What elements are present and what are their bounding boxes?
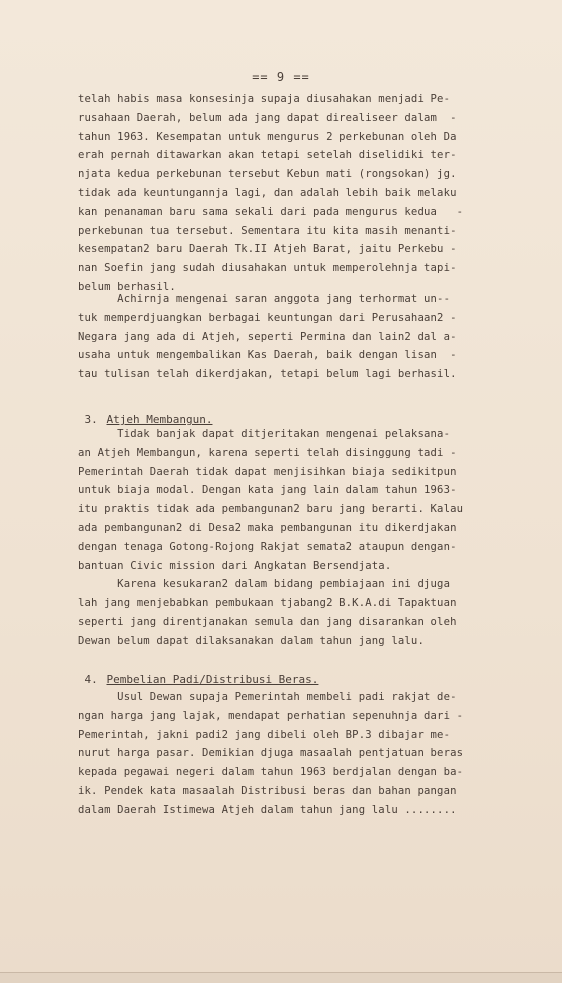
text-line: telah habis masa konsesinja supaja diusahakan menjadi Pe- (78, 93, 451, 105)
text-line: tau tulisan telah dikerdjakan, tetapi belum lagi berhasil. (78, 368, 457, 381)
section-title: Pembelian Padi/Distribusi Beras. (106, 673, 319, 686)
text-line: Usul Dewan supaja Pemerintah membeli padi rakjat de- (78, 691, 457, 703)
text-line: Negara jang ada di Atjeh, seperti Permina dan lain2 dal a- (78, 330, 457, 343)
text-line: belum berhasil. (78, 280, 176, 293)
text-line: dalam Daerah Istimewa Atjeh dalam tahun jang lalu ........ (78, 803, 457, 816)
text-line: njata kedua perkebunan tersebut Kebun mati (rongsokan) jg. (78, 168, 457, 181)
text-line: nan Soefin jang sudah diusahakan untuk memperolehnja tapi- (78, 262, 457, 275)
text-line: ik. Pendek kata masaalah Distribusi beras dan bahan pangan (78, 784, 457, 797)
text-line: ada pembangunan2 di Desa2 maka pembangunan itu dikerdjakan (78, 521, 457, 534)
text-line: erah pernah ditawarkan akan tetapi setelah diselidiki ter- (78, 149, 457, 162)
text-line: seperti jang direntjanakan semula dan jang disarankan oleh (78, 615, 457, 628)
text-line: an Atjeh Membangun, karena seperti telah disinggung tadi - (78, 446, 457, 459)
section-3-body (78, 425, 538, 651)
text-line: Karena kesukaran2 dalam bidang pembiajaan ini djuga (78, 578, 451, 591)
text-line: rusahaan Daerah, belum ada jang dapat direaliseer dalam - (78, 111, 457, 124)
section-4-body (78, 688, 538, 820)
text-line: tahun 1963. Kesempatan untuk mengurus 2 perkebunan oleh Da (78, 130, 457, 143)
text-line: dengan tenaga Gotong-Rojong Rakjat semata2 ataupun dengan- (78, 540, 457, 553)
text-line: Pemerintah Daerah tidak dapat menjisihkan biaja sedikitpun (78, 465, 457, 478)
paragraph-1 (78, 90, 538, 297)
section-number: 4. (84, 673, 98, 686)
text-line: ngan harga jang lajak, mendapat perhatian sepenuhnja dari - (78, 709, 464, 722)
text-line: Tidak banjak dapat ditjeritakan mengenai pelaksana- (78, 428, 451, 440)
page-number: == 9 == (252, 70, 310, 84)
paragraph-2 (78, 290, 538, 384)
section-title: Atjeh Membangun. (106, 413, 213, 426)
text-line: itu praktis tidak ada pembangunan2 baru jang berarti. Kalau (78, 503, 464, 516)
page-bottom-edge (0, 972, 562, 983)
text-line: nurut harga pasar. Demikian djuga masaalah pentjatuan beras (78, 747, 464, 760)
text-line: perkebunan tua tersebut. Sementara itu kita masih menanti- (78, 224, 457, 237)
text-line: tidak ada keuntungannja lagi, dan adalah lebih baik melaku (78, 186, 457, 199)
section-number: 3. (84, 413, 98, 426)
text-line: kepada pegawai negeri dalam tahun 1963 berdjalan dengan ba- (78, 766, 464, 779)
text-line: lah jang menjebabkan pembukaan tjabang2 B.K.A.di Tapaktuan (78, 597, 457, 610)
text-line: Dewan belum dapat dilaksanakan dalam tahun jang lalu. (78, 634, 424, 647)
text-line: kesempatan2 baru Daerah Tk.II Atjeh Barat, jaitu Perkebu - (78, 243, 457, 256)
text-line: Pemerintah, jakni padi2 jang dibeli oleh BP.3 dibajar me- (78, 728, 451, 741)
text-line: Achirnja mengenai saran anggota jang terhormat un-- (78, 293, 451, 305)
text-line: usaha untuk mengembalikan Kas Daerah, baik dengan lisan - (78, 349, 457, 362)
text-line: kan penanaman baru sama sekali dari pada mengurus kedua - (78, 205, 464, 218)
text-line: bantuan Civic mission dari Angkatan Bersendjata. (78, 559, 392, 572)
text-line: untuk biaja modal. Dengan kata jang lain dalam tahun 1963- (78, 484, 457, 497)
text-line: tuk memperdjuangkan berbagai keuntungan dari Perusahaan2 - (78, 311, 457, 324)
